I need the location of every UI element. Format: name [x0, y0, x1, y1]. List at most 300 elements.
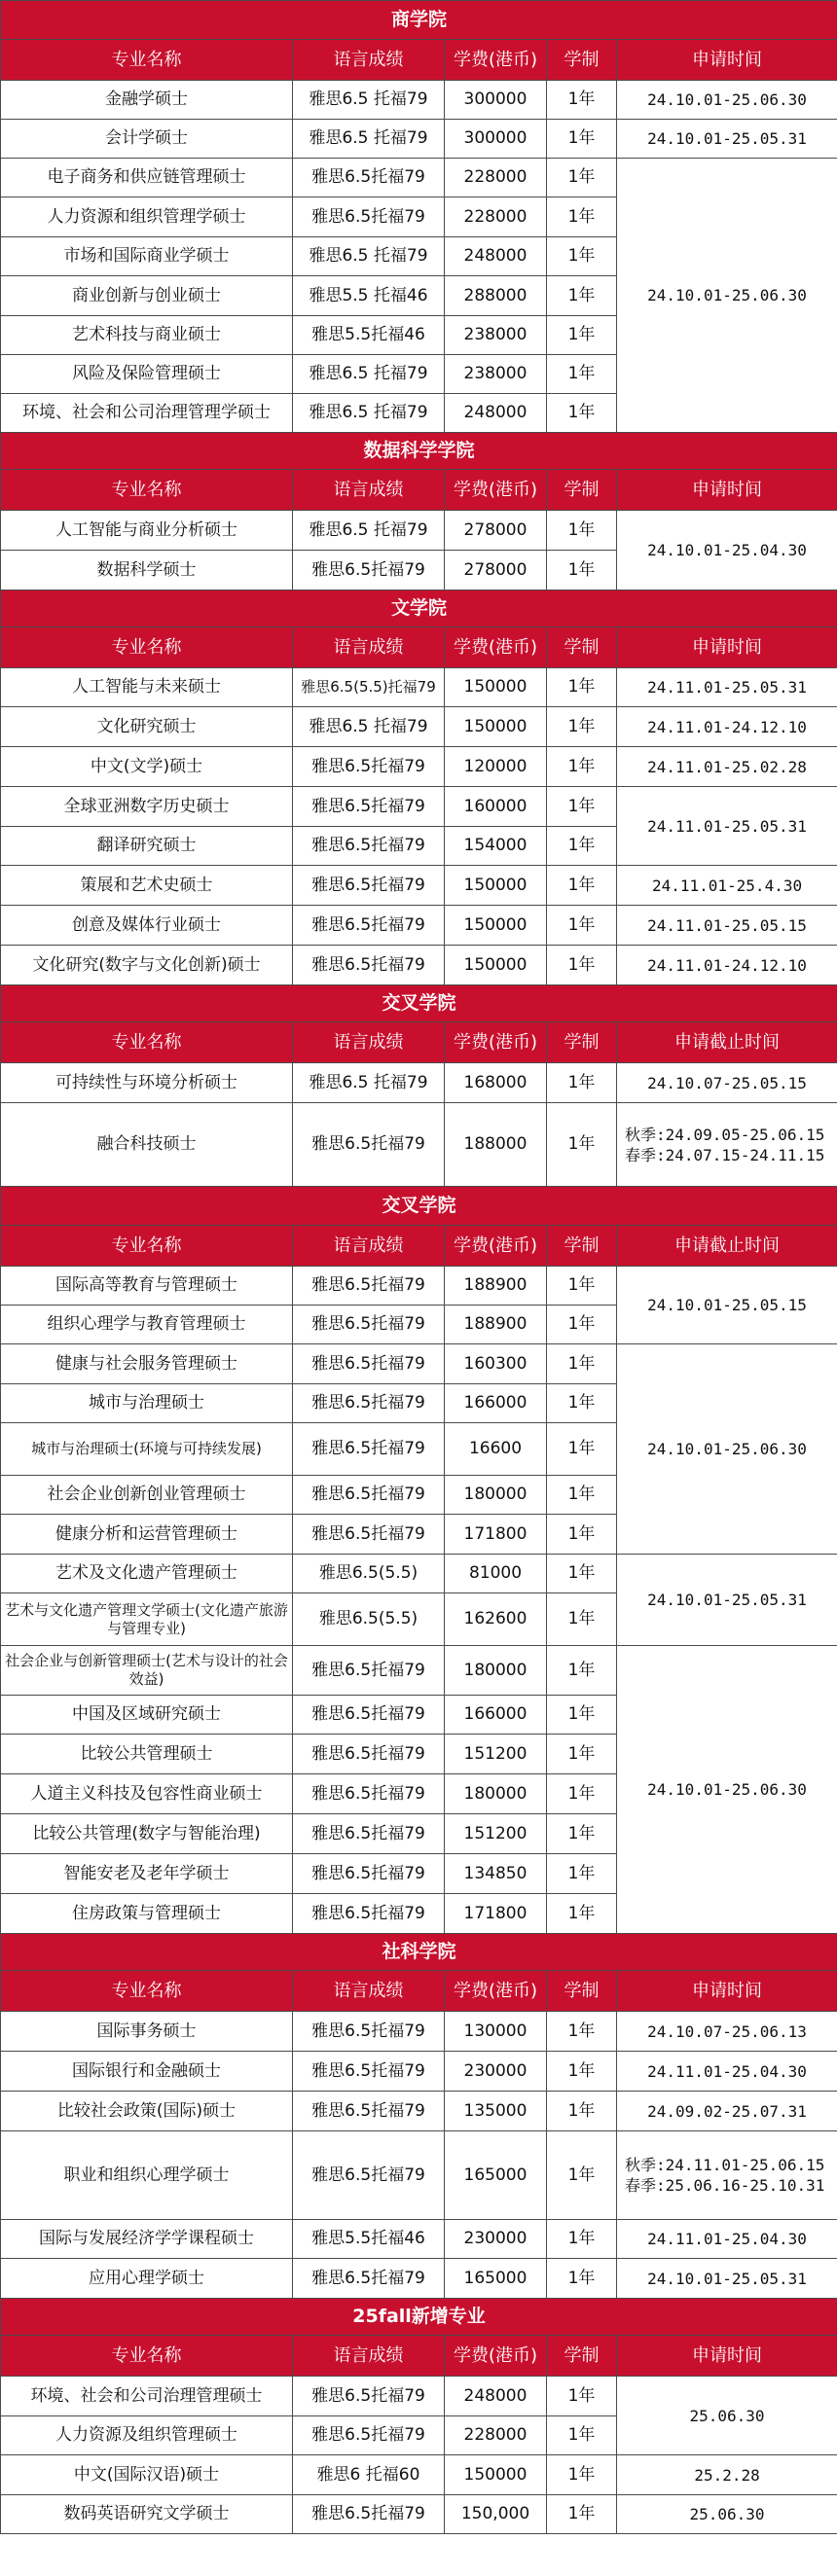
application-period: 24.10.07-25.06.13 — [617, 2012, 837, 2052]
duration: 1年 — [547, 1814, 617, 1854]
application-period: 24.10.01-25.05.31 — [617, 120, 837, 159]
tuition-fee: 248000 — [445, 2377, 547, 2416]
application-period-line: 秋季:24.09.05-25.06.15 — [625, 1125, 825, 1144]
tuition-fee: 188000 — [445, 1103, 547, 1187]
program-name: 应用心理学硕士 — [1, 2259, 293, 2299]
language-requirement: 雅思6.5托福79 — [293, 551, 445, 590]
application-period: 24.11.01-25.4.30 — [617, 866, 837, 906]
column-header-row — [1, 1022, 837, 1063]
duration: 1年 — [547, 2377, 617, 2416]
tuition-fee: 150000 — [445, 707, 547, 747]
header-duration: 学制 — [547, 2336, 617, 2377]
duration: 1年 — [547, 1423, 617, 1476]
section-title: 交叉学院 — [1, 1187, 837, 1226]
table-row — [1, 2495, 837, 2534]
application-period: 24.11.01-24.12.10 — [617, 707, 837, 747]
duration: 1年 — [547, 906, 617, 946]
header-language-score: 语言成绩 — [293, 1022, 445, 1063]
tuition-fee: 135000 — [445, 2092, 547, 2131]
header-language-score: 语言成绩 — [293, 470, 445, 511]
language-requirement: 雅思6.5托福79 — [293, 159, 445, 197]
table-row — [1, 1103, 837, 1187]
duration: 1年 — [547, 1774, 617, 1814]
language-requirement: 雅思6.5 托福79 — [293, 1063, 445, 1103]
table-row — [1, 787, 837, 827]
tuition-fee: 171800 — [445, 1515, 547, 1555]
language-requirement: 雅思6.5托福79 — [293, 747, 445, 787]
language-requirement: 雅思6.5托福79 — [293, 866, 445, 906]
language-requirement: 雅思6.5托福79 — [293, 1735, 445, 1774]
duration: 1年 — [547, 551, 617, 590]
duration: 1年 — [547, 1515, 617, 1555]
duration: 1年 — [547, 2052, 617, 2092]
header-duration: 学制 — [547, 1226, 617, 1267]
program-name: 中文(文学)硕士 — [1, 747, 293, 787]
application-period: 24.11.01-25.05.31 — [617, 787, 837, 866]
program-name: 国际银行和金融硕士 — [1, 2052, 293, 2092]
application-period: 24.10.01-25.04.30 — [617, 511, 837, 590]
header-program-name: 专业名称 — [1, 1022, 293, 1063]
table-row — [1, 1063, 837, 1103]
program-name: 会计学硕士 — [1, 120, 293, 159]
tuition-fee: 151200 — [445, 1735, 547, 1774]
duration: 1年 — [547, 511, 617, 551]
header-application-period: 申请时间 — [617, 1971, 837, 2012]
tuition-fee: 130000 — [445, 2012, 547, 2052]
language-requirement: 雅思5.5托福46 — [293, 2220, 445, 2259]
table-row — [1, 2131, 837, 2220]
program-name: 数据科学硕士 — [1, 551, 293, 590]
duration: 1年 — [547, 1267, 617, 1306]
header-duration: 学制 — [547, 1022, 617, 1063]
program-name: 比较社会政策(国际)硕士 — [1, 2092, 293, 2131]
tuition-fee: 248000 — [445, 237, 547, 276]
header-tuition: 学费(港币) — [445, 40, 547, 81]
language-requirement: 雅思6.5托福79 — [293, 1103, 445, 1187]
duration: 1年 — [547, 394, 617, 433]
tuition-fee: 154000 — [445, 827, 547, 866]
duration: 1年 — [547, 1103, 617, 1187]
program-name: 环境、社会和公司治理管理硕士 — [1, 2377, 293, 2416]
duration: 1年 — [547, 2495, 617, 2534]
section-title-row — [1, 590, 837, 627]
table-row — [1, 2259, 837, 2299]
header-application-period: 申请时间 — [617, 627, 837, 668]
program-name: 健康与社会服务管理硕士 — [1, 1344, 293, 1384]
language-requirement: 雅思6.5托福79 — [293, 787, 445, 827]
application-period: 24.10.01-25.05.15 — [617, 1267, 837, 1344]
application-period: 24.10.01-25.05.31 — [617, 2259, 837, 2299]
program-name: 文化研究硕士 — [1, 707, 293, 747]
application-period: 24.11.01-25.05.15 — [617, 906, 837, 946]
tuition-fee: 120000 — [445, 747, 547, 787]
program-name: 国际与发展经济学学课程硕士 — [1, 2220, 293, 2259]
language-requirement: 雅思6.5托福79 — [293, 197, 445, 237]
duration: 1年 — [547, 2416, 617, 2455]
header-application-period: 申请截止时间 — [617, 1022, 837, 1063]
application-period: 25.06.30 — [617, 2495, 837, 2534]
duration: 1年 — [547, 1384, 617, 1423]
tuition-fee: 150000 — [445, 2455, 547, 2495]
duration: 1年 — [547, 197, 617, 237]
language-requirement: 雅思6.5托福79 — [293, 1306, 445, 1344]
program-name: 比较公共管理(数字与智能治理) — [1, 1814, 293, 1854]
tuition-fee: 188900 — [445, 1306, 547, 1344]
duration: 1年 — [547, 1593, 617, 1646]
header-tuition: 学费(港币) — [445, 1022, 547, 1063]
section-title: 社科学院 — [1, 1934, 837, 1971]
program-name: 住房政策与管理硕士 — [1, 1894, 293, 1934]
program-name: 创意及媒体行业硕士 — [1, 906, 293, 946]
tuition-fee: 228000 — [445, 2416, 547, 2455]
duration: 1年 — [547, 81, 617, 120]
column-header-row — [1, 470, 837, 511]
tuition-fee: 248000 — [445, 394, 547, 433]
tuition-fee: 16600 — [445, 1423, 547, 1476]
tuition-fee: 228000 — [445, 197, 547, 237]
language-requirement: 雅思6 托福60 — [293, 2455, 445, 2495]
duration: 1年 — [547, 2259, 617, 2299]
duration: 1年 — [547, 2455, 617, 2495]
application-period: 24.10.01-25.05.31 — [617, 1555, 837, 1646]
section-title: 商学院 — [1, 1, 837, 40]
tuition-fee: 165000 — [445, 2131, 547, 2220]
duration: 1年 — [547, 237, 617, 276]
program-name: 人力资源及组织管理硕士 — [1, 2416, 293, 2455]
language-requirement: 雅思6.5托福79 — [293, 1894, 445, 1934]
program-name: 人道主义科技及包容性商业硕士 — [1, 1774, 293, 1814]
duration: 1年 — [547, 668, 617, 707]
language-requirement: 雅思5.5 托福46 — [293, 276, 445, 316]
tuition-fee: 188900 — [445, 1267, 547, 1306]
program-name: 环境、社会和公司治理管理学硕士 — [1, 394, 293, 433]
duration: 1年 — [547, 1854, 617, 1894]
tuition-fee: 160300 — [445, 1344, 547, 1384]
language-requirement: 雅思6.5(5.5)托福79 — [293, 668, 445, 707]
application-period: 24.11.01-25.05.31 — [617, 668, 837, 707]
application-period: 24.10.07-25.05.15 — [617, 1063, 837, 1103]
duration: 1年 — [547, 787, 617, 827]
program-name: 国际高等教育与管理硕士 — [1, 1267, 293, 1306]
table-row — [1, 1267, 837, 1306]
language-requirement: 雅思6.5托福79 — [293, 906, 445, 946]
application-period: 24.11.01-25.02.28 — [617, 747, 837, 787]
tuition-fee: 151200 — [445, 1814, 547, 1854]
tuition-fee: 228000 — [445, 159, 547, 197]
application-period — [617, 1103, 837, 1187]
table-row — [1, 747, 837, 787]
language-requirement: 雅思6.5托福79 — [293, 1696, 445, 1735]
table-row — [1, 511, 837, 551]
program-name: 全球亚洲数字历史硕士 — [1, 787, 293, 827]
duration: 1年 — [547, 159, 617, 197]
language-requirement: 雅思6.5托福79 — [293, 2092, 445, 2131]
program-name: 人力资源和组织管理学硕士 — [1, 197, 293, 237]
language-requirement: 雅思6.5 托福79 — [293, 707, 445, 747]
language-requirement: 雅思6.5托福79 — [293, 946, 445, 985]
language-requirement: 雅思6.5 托福79 — [293, 237, 445, 276]
duration: 1年 — [547, 120, 617, 159]
column-header-row — [1, 1971, 837, 2012]
duration: 1年 — [547, 866, 617, 906]
duration: 1年 — [547, 2220, 617, 2259]
tuition-fee: 180000 — [445, 1476, 547, 1515]
duration: 1年 — [547, 1306, 617, 1344]
language-requirement: 雅思5.5托福46 — [293, 316, 445, 355]
tuition-fee: 162600 — [445, 1593, 547, 1646]
language-requirement: 雅思6.5 托福79 — [293, 120, 445, 159]
program-name: 人工智能与未来硕士 — [1, 668, 293, 707]
duration: 1年 — [547, 2092, 617, 2131]
language-requirement: 雅思6.5托福79 — [293, 1267, 445, 1306]
header-program-name: 专业名称 — [1, 627, 293, 668]
application-period: 24.10.01-25.06.30 — [617, 159, 837, 433]
program-name: 城市与治理硕士(环境与可持续发展) — [1, 1423, 293, 1476]
program-name: 电子商务和供应链管理硕士 — [1, 159, 293, 197]
header-application-period: 申请时间 — [617, 2336, 837, 2377]
tuition-fee: 238000 — [445, 355, 547, 394]
tuition-fee: 238000 — [445, 316, 547, 355]
header-program-name: 专业名称 — [1, 470, 293, 511]
application-period: 24.11.01-24.12.10 — [617, 946, 837, 985]
application-period: 24.10.01-25.06.30 — [617, 1344, 837, 1555]
language-requirement: 雅思6.5托福79 — [293, 2012, 445, 2052]
table-row — [1, 707, 837, 747]
header-duration: 学制 — [547, 40, 617, 81]
program-name: 数码英语研究文学硕士 — [1, 2495, 293, 2534]
language-requirement: 雅思6.5托福79 — [293, 2052, 445, 2092]
language-requirement: 雅思6.5(5.5) — [293, 1555, 445, 1593]
header-language-score: 语言成绩 — [293, 40, 445, 81]
application-period: 24.09.02-25.07.31 — [617, 2092, 837, 2131]
column-header-row — [1, 40, 837, 81]
duration: 1年 — [547, 355, 617, 394]
language-requirement: 雅思6.5托福79 — [293, 1646, 445, 1696]
language-requirement: 雅思6.5托福79 — [293, 1774, 445, 1814]
table-row — [1, 81, 837, 120]
header-language-score: 语言成绩 — [293, 627, 445, 668]
program-name: 城市与治理硕士 — [1, 1384, 293, 1423]
application-period: 24.10.01-25.06.30 — [617, 1646, 837, 1934]
program-name: 比较公共管理硕士 — [1, 1735, 293, 1774]
header-tuition: 学费(港币) — [445, 470, 547, 511]
header-language-score: 语言成绩 — [293, 1971, 445, 2012]
duration: 1年 — [547, 1894, 617, 1934]
duration: 1年 — [547, 1063, 617, 1103]
duration: 1年 — [547, 1646, 617, 1696]
duration: 1年 — [547, 946, 617, 985]
header-tuition: 学费(港币) — [445, 627, 547, 668]
language-requirement: 雅思6.5托福79 — [293, 1515, 445, 1555]
section-title: 交叉学院 — [1, 985, 837, 1022]
duration: 1年 — [547, 1476, 617, 1515]
tuition-fee: 150000 — [445, 906, 547, 946]
duration: 1年 — [547, 827, 617, 866]
tuition-fee: 134850 — [445, 1854, 547, 1894]
column-header-row — [1, 1226, 837, 1267]
header-tuition: 学费(港币) — [445, 1971, 547, 2012]
tuition-fee: 150000 — [445, 946, 547, 985]
language-requirement: 雅思6.5托福79 — [293, 2259, 445, 2299]
tuition-fee: 160000 — [445, 787, 547, 827]
header-language-score: 语言成绩 — [293, 1226, 445, 1267]
column-header-row — [1, 2336, 837, 2377]
program-name: 人工智能与商业分析硕士 — [1, 511, 293, 551]
program-name: 中国及区域研究硕士 — [1, 1696, 293, 1735]
program-name: 社会企业创新创业管理硕士 — [1, 1476, 293, 1515]
duration: 1年 — [547, 276, 617, 316]
column-header-row — [1, 627, 837, 668]
section-title-row — [1, 985, 837, 1022]
language-requirement: 雅思6.5托福79 — [293, 2495, 445, 2534]
tuition-fee: 278000 — [445, 511, 547, 551]
header-language-score: 语言成绩 — [293, 2336, 445, 2377]
table-row — [1, 906, 837, 946]
tuition-fee: 166000 — [445, 1696, 547, 1735]
tuition-fee: 180000 — [445, 1646, 547, 1696]
language-requirement: 雅思6.5托福79 — [293, 1423, 445, 1476]
section-title-row — [1, 1, 837, 40]
tuition-fee: 150000 — [445, 866, 547, 906]
language-requirement: 雅思6.5托福79 — [293, 1476, 445, 1515]
section-title-row — [1, 1934, 837, 1971]
language-requirement: 雅思6.5托福79 — [293, 2416, 445, 2455]
tuition-fee: 150,000 — [445, 2495, 547, 2534]
program-name: 艺术与文化遗产管理文学硕士(文化遗产旅游与管理专业) — [1, 1593, 293, 1646]
header-tuition: 学费(港币) — [445, 1226, 547, 1267]
program-name: 组织心理学与教育管理硕士 — [1, 1306, 293, 1344]
duration: 1年 — [547, 316, 617, 355]
program-name: 智能安老及老年学硕士 — [1, 1854, 293, 1894]
header-application-period: 申请时间 — [617, 40, 837, 81]
program-name: 可持续性与环境分析硕士 — [1, 1063, 293, 1103]
tuition-fee: 180000 — [445, 1774, 547, 1814]
application-period: 24.10.01-25.06.30 — [617, 81, 837, 120]
section-title-row — [1, 2299, 837, 2336]
header-program-name: 专业名称 — [1, 1971, 293, 2012]
table-row — [1, 668, 837, 707]
language-requirement: 雅思6.5托福79 — [293, 1854, 445, 1894]
duration: 1年 — [547, 1344, 617, 1384]
tuition-fee: 166000 — [445, 1384, 547, 1423]
table-row — [1, 159, 837, 197]
program-name: 风险及保险管理硕士 — [1, 355, 293, 394]
duration: 1年 — [547, 1555, 617, 1593]
program-name: 国际事务硕士 — [1, 2012, 293, 2052]
language-requirement: 雅思6.5托福79 — [293, 2131, 445, 2220]
application-period-line: 春季:25.06.16-25.10.31 — [625, 2176, 825, 2195]
tuition-fee: 288000 — [445, 276, 547, 316]
program-name: 翻译研究硕士 — [1, 827, 293, 866]
language-requirement: 雅思6.5 托福79 — [293, 81, 445, 120]
program-name: 社会企业与创新管理硕士(艺术与设计的社会效益) — [1, 1646, 293, 1696]
language-requirement: 雅思6.5托福79 — [293, 1814, 445, 1854]
tuition-fee: 168000 — [445, 1063, 547, 1103]
table-row — [1, 946, 837, 985]
header-program-name: 专业名称 — [1, 40, 293, 81]
section-title: 数据科学学院 — [1, 433, 837, 470]
tuition-fee: 171800 — [445, 1894, 547, 1934]
table-row — [1, 120, 837, 159]
table-row — [1, 2092, 837, 2131]
header-duration: 学制 — [547, 470, 617, 511]
duration: 1年 — [547, 1735, 617, 1774]
table-row — [1, 2220, 837, 2259]
language-requirement: 雅思6.5(5.5) — [293, 1593, 445, 1646]
tuition-fee: 150000 — [445, 668, 547, 707]
header-application-period: 申请截止时间 — [617, 1226, 837, 1267]
language-requirement: 雅思6.5 托福79 — [293, 511, 445, 551]
application-period — [617, 2131, 837, 2220]
duration: 1年 — [547, 2131, 617, 2220]
program-name: 市场和国际商业学硕士 — [1, 237, 293, 276]
duration: 1年 — [547, 1696, 617, 1735]
program-name: 策展和艺术史硕士 — [1, 866, 293, 906]
table-row — [1, 2455, 837, 2495]
section-title-row — [1, 433, 837, 470]
table-row — [1, 1555, 837, 1593]
header-duration: 学制 — [547, 627, 617, 668]
program-name: 中文(国际汉语)硕士 — [1, 2455, 293, 2495]
tuition-fee: 81000 — [445, 1555, 547, 1593]
language-requirement: 雅思6.5托福79 — [293, 1344, 445, 1384]
program-name: 健康分析和运营管理硕士 — [1, 1515, 293, 1555]
duration: 1年 — [547, 2012, 617, 2052]
tuition-fee: 278000 — [445, 551, 547, 590]
tuition-fee: 230000 — [445, 2052, 547, 2092]
application-period: 24.11.01-25.04.30 — [617, 2052, 837, 2092]
application-period: 25.2.28 — [617, 2455, 837, 2495]
program-name: 艺术及文化遗产管理硕士 — [1, 1555, 293, 1593]
header-duration: 学制 — [547, 1971, 617, 2012]
application-period-line: 春季:24.07.15-24.11.15 — [625, 1145, 825, 1164]
language-requirement: 雅思6.5 托福79 — [293, 394, 445, 433]
program-name: 艺术科技与商业硕士 — [1, 316, 293, 355]
section-title-row — [1, 1187, 837, 1226]
program-name: 金融学硕士 — [1, 81, 293, 120]
header-program-name: 专业名称 — [1, 1226, 293, 1267]
table-row — [1, 2377, 837, 2416]
header-application-period: 申请时间 — [617, 470, 837, 511]
tuition-fee: 165000 — [445, 2259, 547, 2299]
language-requirement: 雅思6.5托福79 — [293, 2377, 445, 2416]
language-requirement: 雅思6.5托福79 — [293, 1384, 445, 1423]
application-period: 24.11.01-25.04.30 — [617, 2220, 837, 2259]
duration: 1年 — [547, 747, 617, 787]
tuition-fee: 230000 — [445, 2220, 547, 2259]
table-row — [1, 2012, 837, 2052]
tuition-fee: 300000 — [445, 81, 547, 120]
program-name: 文化研究(数字与文化创新)硕士 — [1, 946, 293, 985]
header-tuition: 学费(港币) — [445, 2336, 547, 2377]
header-program-name: 专业名称 — [1, 2336, 293, 2377]
tuition-fee: 300000 — [445, 120, 547, 159]
program-name: 商业创新与创业硕士 — [1, 276, 293, 316]
program-name: 融合科技硕士 — [1, 1103, 293, 1187]
application-period-line: 秋季:24.11.01-25.06.15 — [625, 2156, 825, 2174]
program-name: 职业和组织心理学硕士 — [1, 2131, 293, 2220]
table-row — [1, 866, 837, 906]
section-title: 25fall新增专业 — [1, 2299, 837, 2336]
application-period: 25.06.30 — [617, 2377, 837, 2455]
section-title: 文学院 — [1, 590, 837, 627]
table-row — [1, 1344, 837, 1384]
duration: 1年 — [547, 707, 617, 747]
language-requirement: 雅思6.5托福79 — [293, 827, 445, 866]
language-requirement: 雅思6.5 托福79 — [293, 355, 445, 394]
table-row — [1, 2052, 837, 2092]
table-row — [1, 1646, 837, 1696]
